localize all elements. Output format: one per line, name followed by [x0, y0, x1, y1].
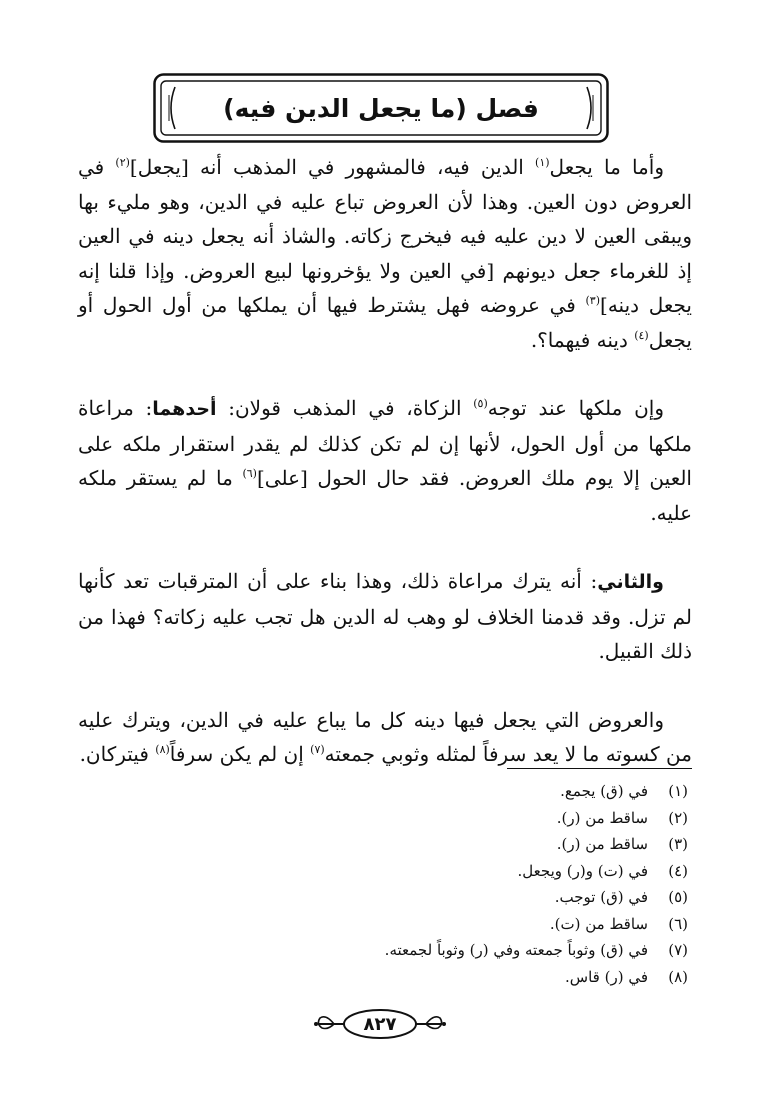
- footnote-item: [300, 964, 688, 991]
- chapter-title-frame: [153, 73, 609, 143]
- footnote-number: (٦): [668, 914, 688, 933]
- footnote-number: (٧): [668, 941, 688, 959]
- footnote-ref[interactable]: (٦): [242, 467, 257, 480]
- footnote-number: (٤): [668, 861, 688, 880]
- footnote-text: في (ر) قاس.: [565, 967, 648, 986]
- page-number-ornament: [312, 1004, 448, 1044]
- footnote-ref[interactable]: (٨): [155, 743, 170, 756]
- bold-term: والثاني: [597, 571, 664, 593]
- footnote-ref[interactable]: (٤): [634, 328, 649, 342]
- footnote-text: في (ت) و(ر) ويجعل.: [517, 861, 648, 880]
- footnote-text: في (ق) وثوباً جمعته وفي (ر) وثوباً لجمعته.: [384, 941, 648, 959]
- footnote-item: [300, 831, 688, 858]
- paragraph-3: [78, 564, 692, 669]
- footnote-ref[interactable]: (٣): [585, 294, 601, 307]
- text-run: الزكاة، في المذهب قولان:: [216, 396, 474, 420]
- text-run: إن لم يكن سرفاً: [169, 742, 311, 766]
- text-run: وإن ملكها عند توجه: [487, 396, 664, 420]
- paragraph-4: [78, 703, 692, 772]
- bold-term: أحدهما: [152, 398, 217, 420]
- text-run: دينه فيهما؟.: [530, 327, 635, 352]
- footnotes-list: [300, 778, 688, 990]
- footnote-ref[interactable]: (٢): [115, 156, 130, 169]
- text-run: : مراعاة ملكها من أول الحول، لأنها إن لم تكن كذلك لم يقدر استقرار ملكه على العين إلا يوم ملك العروض. فقد حال الحول [على]: [78, 396, 692, 490]
- footnote-text: ساقط من (ت).: [549, 914, 648, 933]
- text-run: في العروض دون العين. وهذا لأن العروض تباع عليه في الدين، وهو مليء بها ويبقى العين لا دين عليه فيه فيخرج زكاته. والشاذ أنه يجعل دينه في العين إذ للغرماء جعل ديونهم [في العين ولا يؤخرونها لبيع العروض. وإذا قلنا إنه يجعل دينه]: [78, 155, 692, 317]
- paragraph-1: [78, 150, 692, 357]
- footnote-item: [300, 911, 688, 938]
- paragraph-2: [78, 391, 692, 530]
- footnote-item: [300, 937, 688, 964]
- chapter-title: فصل (ما يجعل الدين فيه): [223, 93, 539, 123]
- footnote-text: ساقط من (ر).: [556, 808, 648, 827]
- text-run: وأما ما يجعل: [549, 155, 664, 179]
- footnote-number: (١): [668, 782, 688, 800]
- footnote-number: (٨): [668, 967, 688, 986]
- text-run: في عروضه فهل يشترط فيها أن يملكها من أول الحول أو يجعل: [78, 293, 692, 352]
- footnote-number: (٥): [668, 888, 688, 906]
- footnote-item: [300, 858, 688, 885]
- footnote-ref[interactable]: (٧): [310, 743, 325, 756]
- footnote-separator: [507, 768, 692, 769]
- footnote-text: ساقط من (ر).: [556, 835, 648, 853]
- footnote-ref[interactable]: (١): [535, 156, 550, 169]
- footnote-text: في (ق) يجمع.: [560, 782, 648, 800]
- footnote-number: (٣): [668, 835, 688, 853]
- footnote-item: [300, 778, 688, 805]
- footnote-number: (٢): [668, 808, 688, 827]
- text-run: : أنه يترك مراعاة ذلك، وهذا بناء على أن المترقبات تعد كأنها لم تزل. وقد قدمنا الخلاف لو وهب له الدين هل تجب عليه زكاته؟ فهذا من ذلك القبيل.: [78, 569, 692, 663]
- text-run: فيتركان.: [79, 742, 156, 766]
- footnote-ref[interactable]: (٥): [473, 397, 488, 410]
- main-text: [78, 150, 692, 772]
- page-number: ٨٢٧: [363, 1013, 397, 1035]
- footnote-item: [300, 884, 688, 911]
- footnote-text: في (ق) توجب.: [554, 888, 648, 906]
- text-run: والعروض التي يجعل فيها دينه كل ما يباع عليه في الدين، ويترك عليه من كسوته ما لا يعد سرفاً لمثله وثوبي جمعته: [78, 707, 692, 766]
- text-run: ما لم يستقر ملكه عليه.: [78, 466, 692, 525]
- text-run: الدين فيه، فالمشهور في المذهب أنه [يجعل]: [129, 155, 536, 179]
- footnote-item: [300, 805, 688, 832]
